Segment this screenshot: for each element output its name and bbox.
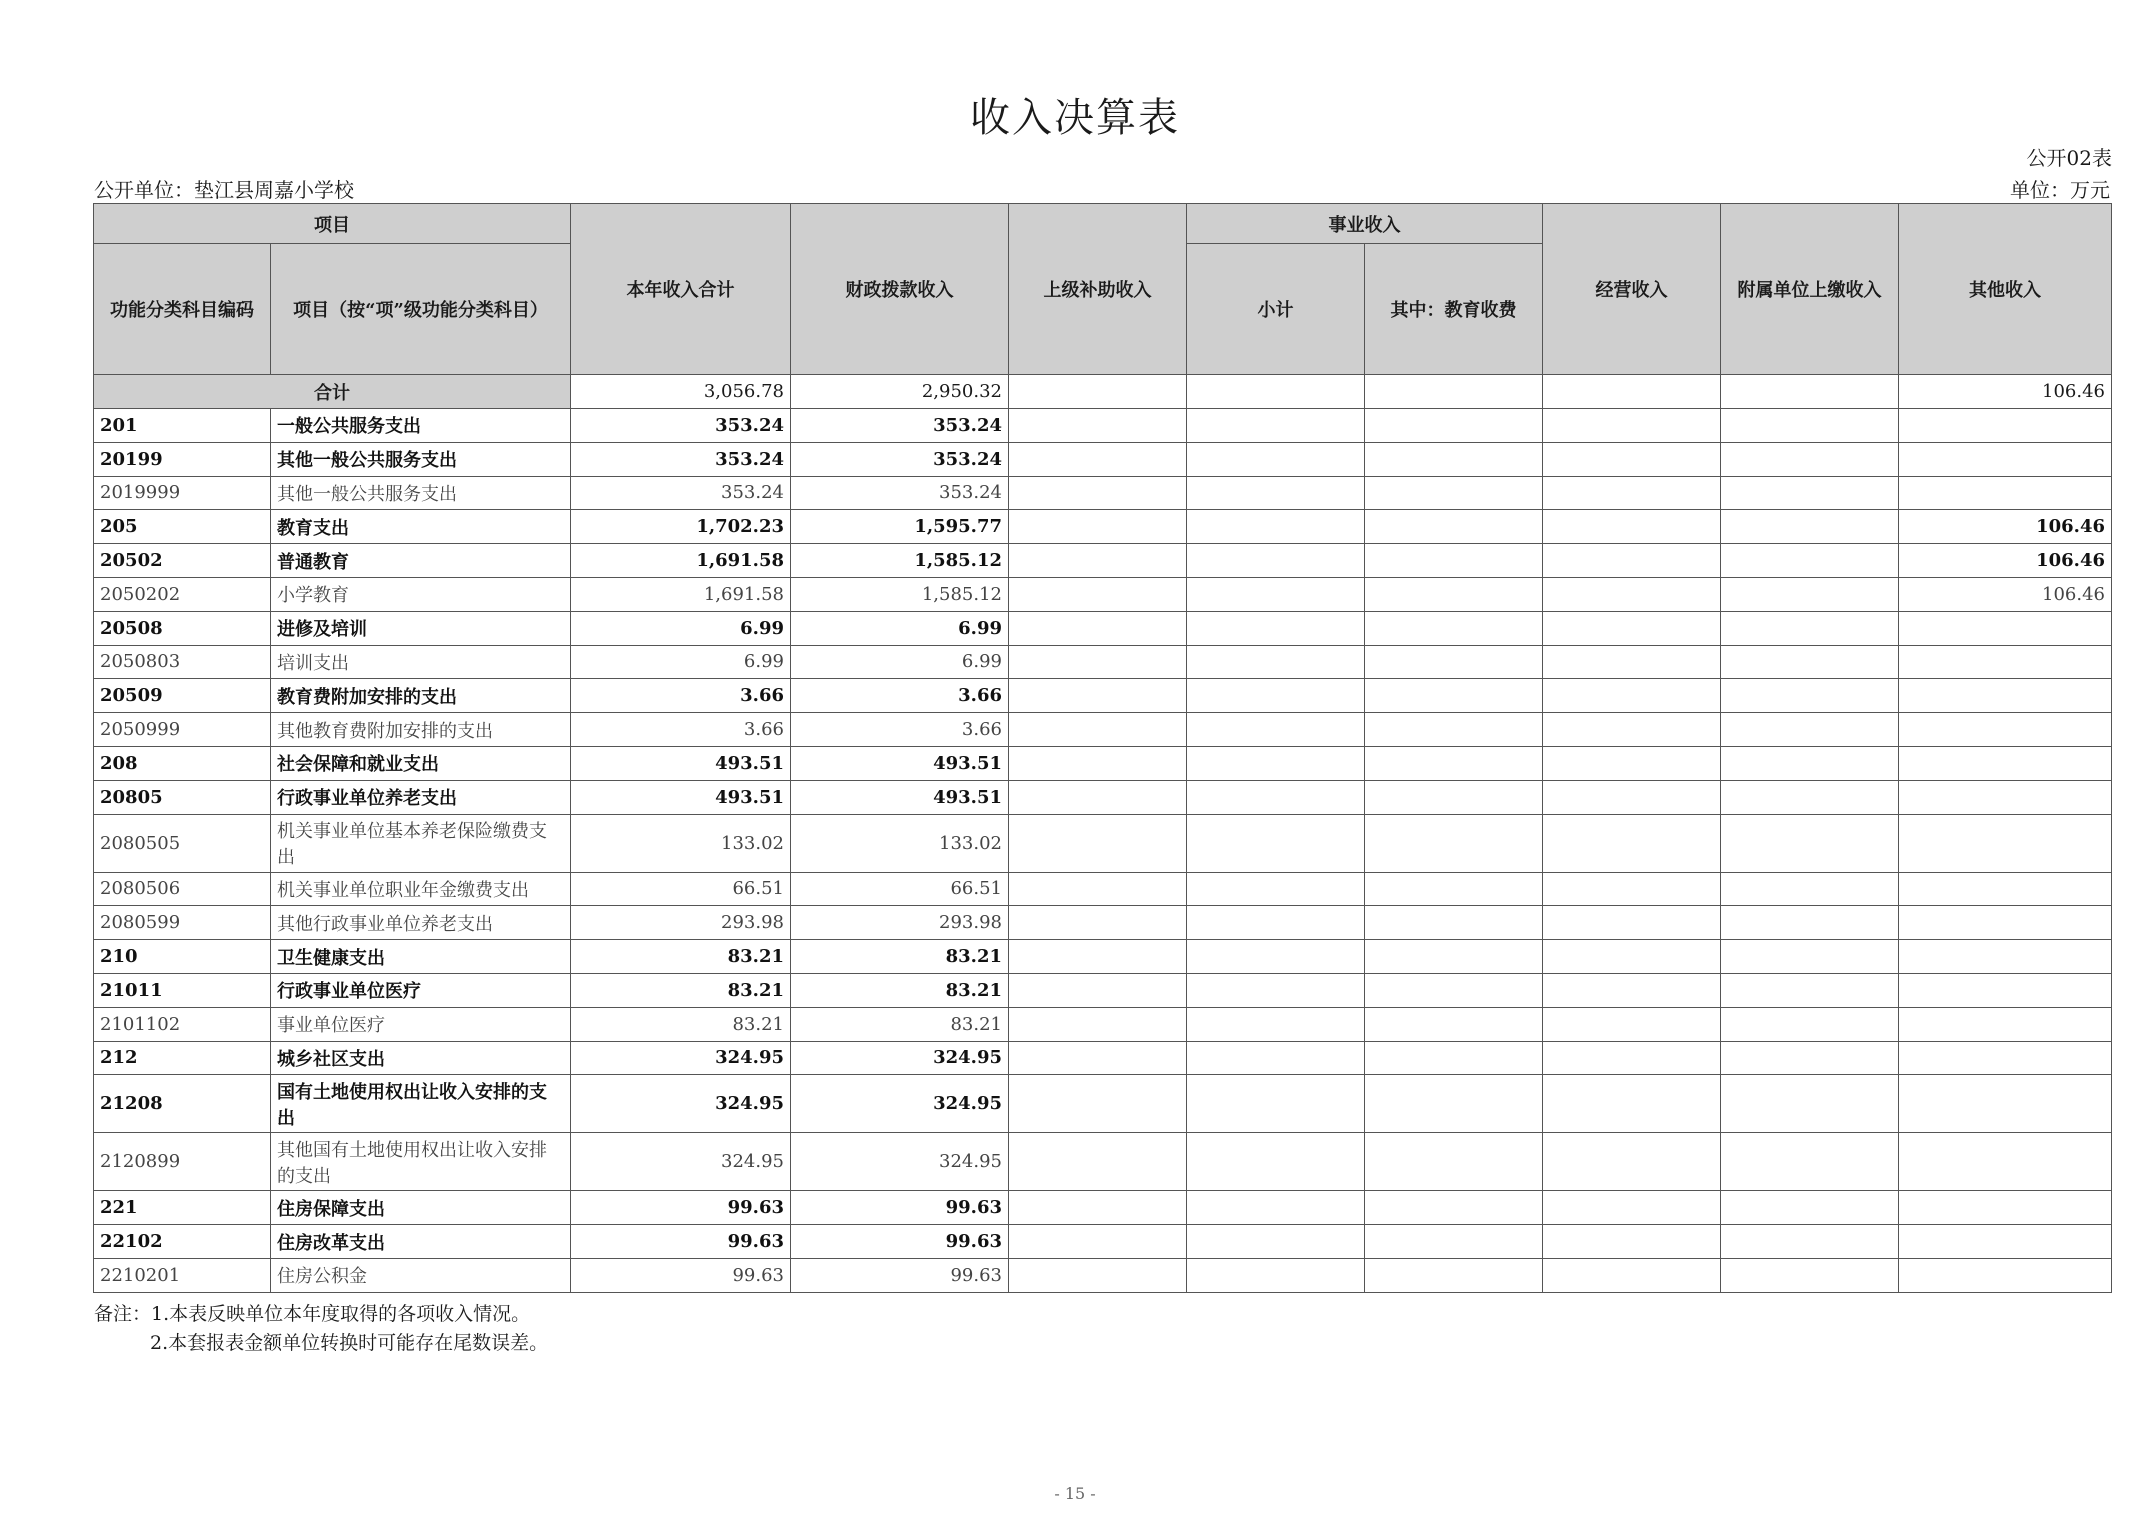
row-total: 324.95 (571, 1041, 791, 1075)
row-fiscal: 1,585.12 (791, 544, 1009, 578)
row-affiliate (1721, 973, 1899, 1007)
row-edu-fee (1365, 679, 1543, 713)
row-name: 普通教育 (271, 544, 571, 578)
row-operating (1543, 679, 1721, 713)
row-superior (1009, 611, 1187, 645)
row-superior (1009, 544, 1187, 578)
row-operating (1543, 1075, 1721, 1133)
row-other (1899, 476, 2112, 510)
row-name: 其他行政事业单位养老支出 (271, 906, 571, 940)
row-other (1899, 409, 2112, 443)
row-edu-fee (1365, 442, 1543, 476)
row-superior (1009, 780, 1187, 814)
row-other (1899, 611, 2112, 645)
row-superior (1009, 1133, 1187, 1191)
row-business-subtotal (1187, 544, 1365, 578)
header-name: 项目（按“项”级功能分类科目） (271, 244, 571, 375)
row-total: 3.66 (571, 713, 791, 747)
row-superior (1009, 814, 1187, 872)
table-row (94, 746, 2112, 780)
row-affiliate (1721, 906, 1899, 940)
row-fiscal: 353.24 (791, 476, 1009, 510)
row-code: 210 (94, 940, 271, 974)
row-other (1899, 973, 2112, 1007)
row-total: 1,691.58 (571, 577, 791, 611)
table-row (94, 442, 2112, 476)
header-affiliate: 附属单位上缴收入 (1721, 204, 1899, 375)
row-code: 20199 (94, 442, 271, 476)
row-code: 2050803 (94, 645, 271, 679)
row-name: 小学教育 (271, 577, 571, 611)
row-other (1899, 872, 2112, 906)
row-operating (1543, 476, 1721, 510)
row-name: 国有土地使用权出让收入安排的支出 (271, 1075, 571, 1133)
sum-row (94, 375, 2112, 409)
row-operating (1543, 544, 1721, 578)
row-fiscal: 83.21 (791, 1007, 1009, 1041)
row-affiliate (1721, 872, 1899, 906)
row-total: 493.51 (571, 780, 791, 814)
table-row (94, 780, 2112, 814)
row-affiliate (1721, 1225, 1899, 1259)
table-row (94, 1133, 2112, 1191)
row-affiliate (1721, 713, 1899, 747)
row-fiscal: 99.63 (791, 1258, 1009, 1292)
row-name: 其他教育费附加安排的支出 (271, 713, 571, 747)
row-name: 住房改革支出 (271, 1225, 571, 1259)
row-business-subtotal (1187, 679, 1365, 713)
row-other: 106.46 (1899, 544, 2112, 578)
row-other (1899, 1007, 2112, 1041)
row-fiscal: 324.95 (791, 1075, 1009, 1133)
form-number: 公开02表 (2026, 146, 2112, 170)
row-name: 教育支出 (271, 510, 571, 544)
row-operating (1543, 1191, 1721, 1225)
table-row (94, 577, 2112, 611)
row-other (1899, 713, 2112, 747)
row-edu-fee (1365, 872, 1543, 906)
row-total: 83.21 (571, 940, 791, 974)
row-code: 20805 (94, 780, 271, 814)
row-business-subtotal (1187, 442, 1365, 476)
row-business-subtotal (1187, 713, 1365, 747)
row-operating (1543, 906, 1721, 940)
page-title: 收入决算表 (970, 95, 1180, 141)
row-fiscal: 99.63 (791, 1191, 1009, 1225)
row-edu-fee (1365, 577, 1543, 611)
row-operating (1543, 973, 1721, 1007)
row-other (1899, 780, 2112, 814)
currency-unit: 单位：万元 (2010, 178, 2110, 202)
row-superior (1009, 713, 1187, 747)
row-edu-fee (1365, 713, 1543, 747)
row-operating (1543, 442, 1721, 476)
row-code: 205 (94, 510, 271, 544)
row-code: 2120899 (94, 1133, 271, 1191)
table-row (94, 544, 2112, 578)
table-row (94, 476, 2112, 510)
header-subtotal: 小计 (1187, 244, 1365, 375)
header-total: 本年收入合计 (571, 204, 791, 375)
row-superior (1009, 1075, 1187, 1133)
row-total: 6.99 (571, 645, 791, 679)
row-name: 事业单位医疗 (271, 1007, 571, 1041)
header-fiscal: 财政拨款收入 (791, 204, 1009, 375)
row-total: 83.21 (571, 1007, 791, 1041)
row-total: 133.02 (571, 814, 791, 872)
row-superior (1009, 940, 1187, 974)
table-row (94, 814, 2112, 872)
row-affiliate (1721, 940, 1899, 974)
header-edu-fee: 其中：教育收费 (1365, 244, 1543, 375)
row-name: 其他国有土地使用权出让收入安排的支出 (271, 1133, 571, 1191)
row-operating (1543, 645, 1721, 679)
row-affiliate (1721, 510, 1899, 544)
row-name: 社会保障和就业支出 (271, 746, 571, 780)
row-affiliate (1721, 577, 1899, 611)
row-total: 353.24 (571, 442, 791, 476)
row-edu-fee (1365, 1007, 1543, 1041)
row-fiscal: 83.21 (791, 940, 1009, 974)
row-business-subtotal (1187, 746, 1365, 780)
row-edu-fee (1365, 645, 1543, 679)
table-row (94, 872, 2112, 906)
row-other (1899, 940, 2112, 974)
row-fiscal: 353.24 (791, 442, 1009, 476)
row-total: 83.21 (571, 973, 791, 1007)
row-affiliate (1721, 409, 1899, 443)
row-superior (1009, 906, 1187, 940)
row-name: 住房保障支出 (271, 1191, 571, 1225)
row-edu-fee (1365, 544, 1543, 578)
row-superior (1009, 1191, 1187, 1225)
row-name: 行政事业单位医疗 (271, 973, 571, 1007)
row-name: 城乡社区支出 (271, 1041, 571, 1075)
row-fiscal: 83.21 (791, 973, 1009, 1007)
row-code: 2101102 (94, 1007, 271, 1041)
header-code: 功能分类科目编码 (94, 244, 271, 375)
row-edu-fee (1365, 409, 1543, 443)
row-name: 培训支出 (271, 645, 571, 679)
row-code: 201 (94, 409, 271, 443)
row-fiscal: 6.99 (791, 611, 1009, 645)
table-row (94, 1007, 2112, 1041)
row-other (1899, 1225, 2112, 1259)
row-edu-fee (1365, 746, 1543, 780)
row-code: 20508 (94, 611, 271, 645)
table-row (94, 940, 2112, 974)
header-business: 事业收入 (1187, 204, 1543, 244)
row-business-subtotal (1187, 476, 1365, 510)
row-edu-fee (1365, 814, 1543, 872)
note-1: 备注：1.本表反映单位本年度取得的各项收入情况。 (94, 1303, 531, 1325)
row-operating (1543, 872, 1721, 906)
row-affiliate (1721, 1258, 1899, 1292)
row-total: 66.51 (571, 872, 791, 906)
header-other: 其他收入 (1899, 204, 2112, 375)
row-affiliate (1721, 544, 1899, 578)
row-superior (1009, 645, 1187, 679)
row-operating (1543, 746, 1721, 780)
table-row (94, 679, 2112, 713)
row-total: 324.95 (571, 1075, 791, 1133)
row-superior (1009, 746, 1187, 780)
row-affiliate (1721, 780, 1899, 814)
table-row (94, 1075, 2112, 1133)
row-code: 21208 (94, 1075, 271, 1133)
row-code: 221 (94, 1191, 271, 1225)
row-other (1899, 442, 2112, 476)
row-superior (1009, 577, 1187, 611)
row-fiscal: 493.51 (791, 780, 1009, 814)
row-affiliate (1721, 814, 1899, 872)
row-fiscal: 1,585.12 (791, 577, 1009, 611)
sum-fiscal: 2,950.32 (791, 375, 1009, 409)
table-row (94, 906, 2112, 940)
sum-label: 合计 (94, 375, 571, 409)
row-business-subtotal (1187, 645, 1365, 679)
row-total: 1,702.23 (571, 510, 791, 544)
row-edu-fee (1365, 1225, 1543, 1259)
row-superior (1009, 872, 1187, 906)
row-code: 212 (94, 1041, 271, 1075)
row-fiscal: 66.51 (791, 872, 1009, 906)
row-code: 22102 (94, 1225, 271, 1259)
row-other (1899, 1133, 2112, 1191)
table-row (94, 510, 2112, 544)
row-other (1899, 645, 2112, 679)
row-operating (1543, 577, 1721, 611)
row-edu-fee (1365, 1075, 1543, 1133)
row-business-subtotal (1187, 510, 1365, 544)
row-business-subtotal (1187, 409, 1365, 443)
row-total: 1,691.58 (571, 544, 791, 578)
table-row (94, 973, 2112, 1007)
sum-total: 3,056.78 (571, 375, 791, 409)
row-other (1899, 679, 2112, 713)
row-superior (1009, 1225, 1187, 1259)
row-superior (1009, 973, 1187, 1007)
row-affiliate (1721, 746, 1899, 780)
row-fiscal: 99.63 (791, 1225, 1009, 1259)
row-business-subtotal (1187, 780, 1365, 814)
row-other (1899, 746, 2112, 780)
row-total: 493.51 (571, 746, 791, 780)
row-other (1899, 814, 2112, 872)
row-total: 353.24 (571, 476, 791, 510)
row-business-subtotal (1187, 906, 1365, 940)
row-fiscal: 293.98 (791, 906, 1009, 940)
row-business-subtotal (1187, 1133, 1365, 1191)
row-name: 其他一般公共服务支出 (271, 476, 571, 510)
row-code: 2050202 (94, 577, 271, 611)
row-name: 机关事业单位职业年金缴费支出 (271, 872, 571, 906)
row-business-subtotal (1187, 1075, 1365, 1133)
row-affiliate (1721, 1191, 1899, 1225)
row-superior (1009, 1041, 1187, 1075)
table-row (94, 1225, 2112, 1259)
row-total: 6.99 (571, 611, 791, 645)
row-business-subtotal (1187, 872, 1365, 906)
table-row (94, 611, 2112, 645)
unit-name: 公开单位：垫江县周嘉小学校 (94, 178, 354, 202)
row-affiliate (1721, 1133, 1899, 1191)
row-operating (1543, 409, 1721, 443)
row-operating (1543, 611, 1721, 645)
row-affiliate (1721, 476, 1899, 510)
table-row (94, 1041, 2112, 1075)
row-code: 21011 (94, 973, 271, 1007)
row-edu-fee (1365, 510, 1543, 544)
row-fiscal: 493.51 (791, 746, 1009, 780)
row-total: 293.98 (571, 906, 791, 940)
row-code: 2080506 (94, 872, 271, 906)
row-name: 机关事业单位基本养老保险缴费支出 (271, 814, 571, 872)
row-code: 2050999 (94, 713, 271, 747)
row-edu-fee (1365, 1133, 1543, 1191)
row-code: 20502 (94, 544, 271, 578)
row-edu-fee (1365, 940, 1543, 974)
row-total: 99.63 (571, 1225, 791, 1259)
row-superior (1009, 476, 1187, 510)
row-business-subtotal (1187, 611, 1365, 645)
row-name: 行政事业单位养老支出 (271, 780, 571, 814)
row-operating (1543, 780, 1721, 814)
row-other (1899, 1075, 2112, 1133)
row-operating (1543, 1225, 1721, 1259)
row-superior (1009, 510, 1187, 544)
row-name: 其他一般公共服务支出 (271, 442, 571, 476)
row-edu-fee (1365, 973, 1543, 1007)
row-other: 106.46 (1899, 577, 2112, 611)
row-edu-fee (1365, 611, 1543, 645)
row-fiscal: 3.66 (791, 679, 1009, 713)
row-other (1899, 1191, 2112, 1225)
row-business-subtotal (1187, 1225, 1365, 1259)
row-edu-fee (1365, 1191, 1543, 1225)
row-operating (1543, 713, 1721, 747)
row-total: 99.63 (571, 1258, 791, 1292)
sum-other: 106.46 (1899, 375, 2112, 409)
row-total: 353.24 (571, 409, 791, 443)
header-project: 项目 (94, 204, 571, 244)
row-name: 进修及培训 (271, 611, 571, 645)
row-operating (1543, 1258, 1721, 1292)
row-edu-fee (1365, 476, 1543, 510)
row-business-subtotal (1187, 1191, 1365, 1225)
row-business-subtotal (1187, 973, 1365, 1007)
table-row (94, 1191, 2112, 1225)
row-other (1899, 906, 2112, 940)
row-superior (1009, 679, 1187, 713)
header-operating: 经营收入 (1543, 204, 1721, 375)
page-number: - 15 - (1054, 1484, 1096, 1503)
row-affiliate (1721, 645, 1899, 679)
row-code: 20509 (94, 679, 271, 713)
row-affiliate (1721, 1007, 1899, 1041)
header-superior: 上级补助收入 (1009, 204, 1187, 375)
row-code: 2210201 (94, 1258, 271, 1292)
row-name: 一般公共服务支出 (271, 409, 571, 443)
row-business-subtotal (1187, 1258, 1365, 1292)
row-operating (1543, 1007, 1721, 1041)
row-edu-fee (1365, 780, 1543, 814)
row-edu-fee (1365, 1041, 1543, 1075)
row-fiscal: 324.95 (791, 1041, 1009, 1075)
row-name: 教育费附加安排的支出 (271, 679, 571, 713)
row-superior (1009, 409, 1187, 443)
row-business-subtotal (1187, 577, 1365, 611)
notes (94, 1300, 548, 1358)
row-fiscal: 6.99 (791, 645, 1009, 679)
row-fiscal: 324.95 (791, 1133, 1009, 1191)
row-superior (1009, 1258, 1187, 1292)
row-other: 106.46 (1899, 510, 2112, 544)
row-operating (1543, 510, 1721, 544)
row-affiliate (1721, 679, 1899, 713)
row-name: 卫生健康支出 (271, 940, 571, 974)
row-business-subtotal (1187, 814, 1365, 872)
row-fiscal: 133.02 (791, 814, 1009, 872)
row-business-subtotal (1187, 1007, 1365, 1041)
row-code: 2080599 (94, 906, 271, 940)
row-affiliate (1721, 1041, 1899, 1075)
note-2: 2.本套报表金额单位转换时可能存在尾数误差。 (150, 1332, 549, 1354)
row-business-subtotal (1187, 1041, 1365, 1075)
row-superior (1009, 1007, 1187, 1041)
row-business-subtotal (1187, 940, 1365, 974)
row-name: 住房公积金 (271, 1258, 571, 1292)
row-code: 208 (94, 746, 271, 780)
row-affiliate (1721, 611, 1899, 645)
table-row (94, 713, 2112, 747)
row-edu-fee (1365, 1258, 1543, 1292)
row-code: 2019999 (94, 476, 271, 510)
row-other (1899, 1041, 2112, 1075)
row-total: 99.63 (571, 1191, 791, 1225)
row-operating (1543, 1041, 1721, 1075)
table-row (94, 645, 2112, 679)
row-operating (1543, 940, 1721, 974)
income-table (93, 203, 2112, 1293)
row-other (1899, 1258, 2112, 1292)
row-affiliate (1721, 1075, 1899, 1133)
row-fiscal: 1,595.77 (791, 510, 1009, 544)
row-affiliate (1721, 442, 1899, 476)
row-total: 324.95 (571, 1133, 791, 1191)
table-row (94, 409, 2112, 443)
row-operating (1543, 814, 1721, 872)
row-operating (1543, 1133, 1721, 1191)
row-fiscal: 353.24 (791, 409, 1009, 443)
row-superior (1009, 442, 1187, 476)
row-edu-fee (1365, 906, 1543, 940)
row-total: 3.66 (571, 679, 791, 713)
row-fiscal: 3.66 (791, 713, 1009, 747)
table-row (94, 1258, 2112, 1292)
row-code: 2080505 (94, 814, 271, 872)
